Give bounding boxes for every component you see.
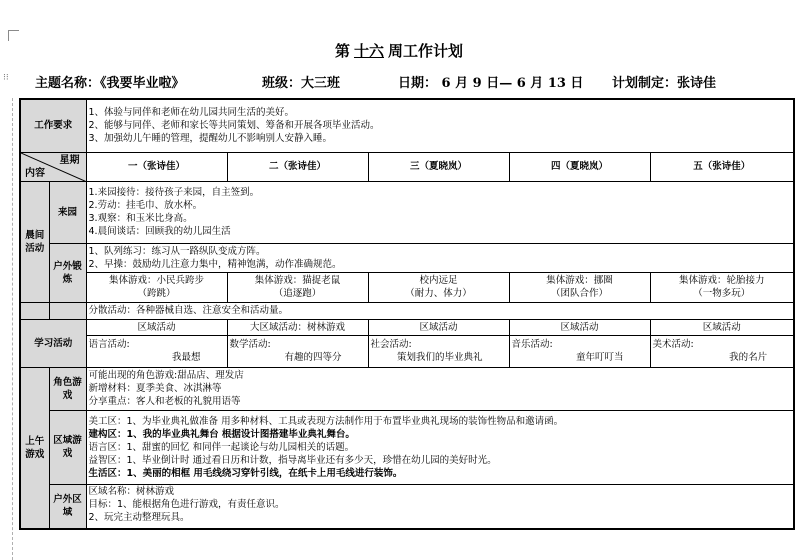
learning-area-wed: 区域活动 [368,319,509,335]
learning-activity-label: 学习活动 [20,319,86,367]
area-line: 美工区：1、为毕业典礼做准备 用多种材料、工具或表现方法制作用于布置毕业典礼现场的装饰性物品和邀请函。 [88,415,564,427]
outdoor-line: 2、早操：鼓励幼儿注意力集中，精神饱满，动作准确规范。 [88,258,342,270]
arrival-line: 1.来园接待：接待孩子来园，自主签到。 [88,187,260,198]
arrival-line: 3.观察：和玉米比身高。 [88,213,193,224]
role-line: 分享重点：客人和老板的礼貌用语等 [88,396,241,407]
game-cell-fri: 集体游戏：轮胎接力 （一物多玩） [650,272,794,302]
day-header-thu: 四（夏晓岚） [509,152,650,181]
arrival-label: 来园 [49,181,86,243]
outdoor-area-line: 区域名称：树林游戏 [88,485,175,497]
lesson-fri: 美术活动: 我的名片 [650,335,794,367]
day-header-wed: 三（夏晓岚） [368,152,509,181]
area-line: 生活区：1、美丽的相框 用毛线绕习穿针引线，在纸卡上用毛线进行装饰。 [88,467,403,479]
date-range: 日期： 6 月 9 日— 6 月 13 日 [398,76,584,91]
area-play-row [20,410,794,484]
header-diagonal-cell [20,152,86,181]
weekly-plan-table [19,98,795,530]
game-cell-tue: 集体游戏：猫捉老鼠 （追逐跑） [227,272,368,302]
role-play-content [86,367,794,410]
day-header-row [20,152,794,181]
requirements-label: 工作要求 [20,99,86,152]
learning-area-mon: 区域活动 [86,319,227,335]
class-name: 班级：大三班 [262,76,341,91]
outdoor-exercise-content [86,243,794,272]
lesson-mon: 语言活动: 我最想 [86,335,227,367]
area-line: 语言区：1、甜蜜的回忆 和同伴一起谈论与幼儿园相关的话题。 [88,441,355,453]
outdoor-area-line: 2、玩完主动整理玩具。 [88,511,190,523]
learning-row-areas [20,319,794,335]
lesson-tue: 数学活动: 有趣的四等分 [227,335,368,367]
outdoor-area-content [86,484,794,529]
planner-name: 计划制定：张诗佳 [612,76,717,91]
forenoon-game-label: 上午游戏 [20,367,49,529]
morning-activity-label: 晨间活动 [20,181,49,302]
theme-name: 主题名称：《我要毕业啦》 [35,76,185,91]
day-header-fri: 五（张诗佳） [650,152,794,181]
area-play-content [86,410,794,484]
outdoor-exercise-row [20,243,794,272]
area-line: 益智区：1、毕业倒计时 通过看日历和计数，指导离毕业还有多少天，珍惜在幼儿园的美好时光。 [88,454,497,466]
arrival-content [86,181,794,243]
role-line: 新增材料：夏季美食、冰淇淋等 [88,383,222,394]
outdoor-exercise-label: 户外锻炼 [49,243,86,302]
outdoor-line: 1、队列练习：练习从一路纵队变成方阵。 [88,245,266,257]
arrival-row [20,181,794,243]
week-number: 十六 [353,42,384,60]
outdoor-label-continuation [49,302,86,319]
game-cell-wed: 校内远足 （耐力、体力） [368,272,509,302]
day-header-mon: 一（张诗佳） [86,152,227,181]
ruler-marker: ⁝⁝ [3,73,9,83]
requirements-row [20,99,794,152]
morning-label-continuation [20,302,49,319]
content-label: 内容 [25,167,45,179]
learning-area-fri: 区域活动 [650,319,794,335]
role-line: 可能出现的角色游戏:甜品店、理发店 [88,370,244,381]
requirement-line: 1、体验与同伴和老师在幼儿园共同生活的美好。 [88,107,295,119]
lesson-thu: 音乐活动: 童年叮叮当 [509,335,650,367]
outdoor-area-row [20,484,794,529]
role-play-label: 角色游戏 [49,367,86,410]
game-cell-mon: 集体游戏：小民兵跨步 （跨跳） [86,272,227,302]
outdoor-games-row [20,272,794,302]
page-title: 第 十六 周工作计划 [334,42,464,60]
learning-area-tue: 大区域活动：树林游戏 [227,319,368,335]
lesson-wed: 社会活动: 策划我们的毕业典礼 [368,335,509,367]
week-label: 星期 [59,154,80,166]
arrival-line: 4.晨间谈话：回顾我的幼儿园生活 [88,226,231,237]
game-cell-thu: 集体游戏：挪圈 （团队合作） [509,272,650,302]
requirement-line: 3、加强幼儿午睡的管理，提醒幼儿不影响别人安静入睡。 [88,133,333,145]
scattered-activity-row [20,302,794,319]
learning-row-lessons [20,335,794,367]
requirements-content [86,99,794,152]
outdoor-area-label: 户外区域 [49,484,86,529]
arrival-line: 2.劳动：挂毛巾、放水杯。 [88,200,203,211]
outdoor-area-line: 目标：1、能根据角色进行游戏，有责任意识。 [88,498,285,510]
area-play-label: 区域游戏 [49,410,86,484]
scattered-activity: 分散活动：各种器械自选、注意安全和活动量。 [86,302,794,319]
area-line: 建构区：1、我的毕业典礼舞台 根据设计图搭建毕业典礼舞台。 [88,428,355,440]
ruler-guide [12,98,14,560]
role-play-row [20,367,794,410]
requirement-line: 2、能够与同伴、老师和家长等共同策划、筹备和开展各项毕业活动。 [88,120,380,132]
learning-area-thu: 区域活动 [509,319,650,335]
day-header-tue: 二（张诗佳） [227,152,368,181]
